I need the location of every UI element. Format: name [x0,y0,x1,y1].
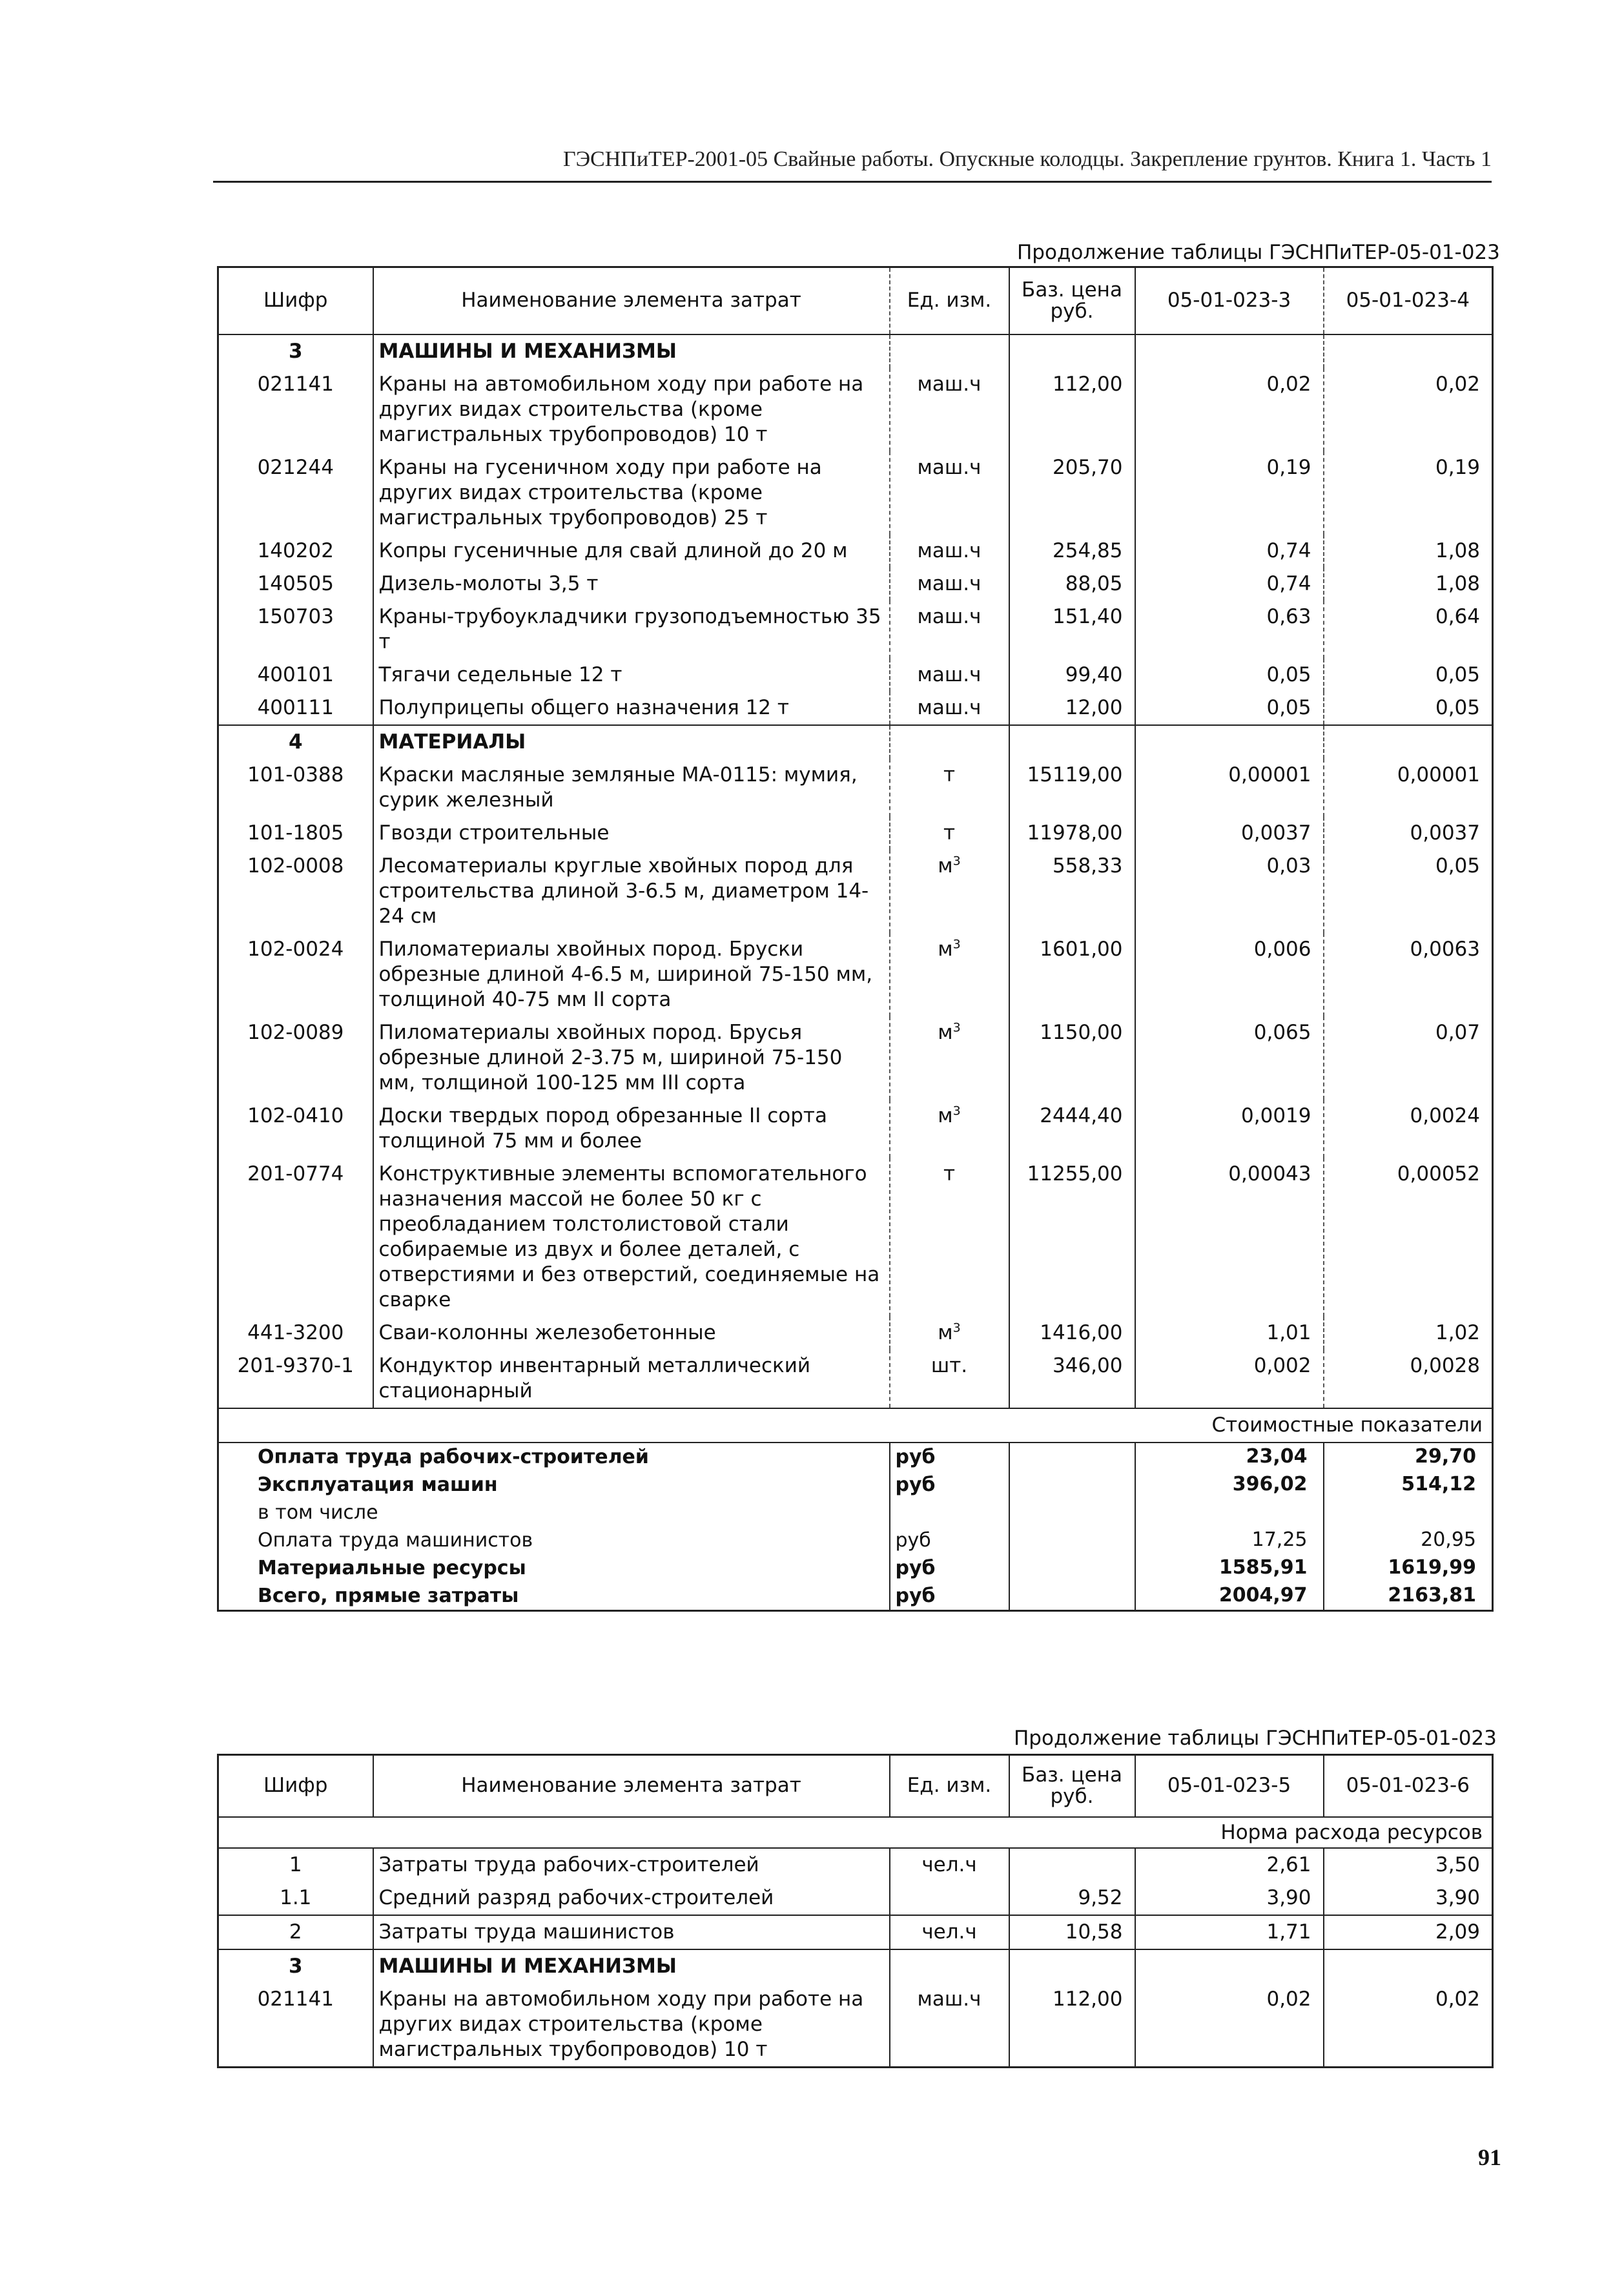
unit-text: маш.ч [917,1987,982,2011]
resource-name: Краны на автомобильном ходу при работе на других видах строительства (кроме магистральных трубопроводов) 10 т [373,1983,890,2068]
cost-unit: руб [890,1526,1009,1554]
cost-value-a: 396,02 [1135,1471,1324,1499]
resource-base-price: 99,40 [1009,659,1135,692]
resource-norm-b: 0,0028 [1324,1350,1493,1408]
cost-row [218,1526,1493,1554]
header-col-b: 05-01-023-6 [1324,1755,1493,1817]
header-name: Наименование элемента затрат [373,1755,890,1817]
cost-value-b: 514,12 [1324,1471,1493,1499]
resource-norm-b: 0,0024 [1324,1100,1493,1158]
resource-unit [890,817,1009,850]
resource-norm-b: 0,00052 [1324,1158,1493,1317]
resource-norm-a: 0,74 [1135,568,1324,601]
unit-text: маш.ч [917,372,982,396]
cost-label: Материальные ресурсы [258,1556,526,1579]
resource-row [218,535,1493,568]
resource-unit [890,1350,1009,1408]
unit-text: т [943,1162,956,1186]
table1-continuation-caption: Продолжение таблицы ГЭСНПиТЕР-05-01-023 [1017,241,1500,264]
resource-code: 400101 [257,662,334,686]
resource-norm-a: 3,90 [1135,1882,1324,1915]
cost-label: Оплата труда рабочих-строителей [218,1443,890,1471]
resource-name: Конструктивные элементы вспомогательного назначения массой не более 50 кг с преобладанием толстолистовой стали собираемые из двух и более деталей, с отверстиями и без отверстий, соединяемые на сварке [373,1158,890,1317]
section-number: 3 [218,334,373,368]
resource-row [218,451,1493,535]
section-title: МАТЕРИАЛЫ [373,725,890,759]
cost-value-a: 1585,91 [1135,1554,1324,1582]
resource-name: Копры гусеничные для свай длиной до 20 м [373,535,890,568]
cost-unit [890,1499,1009,1526]
resource-row [218,850,1493,933]
unit-text: маш.ч [917,539,982,562]
resource-row [218,1016,1493,1100]
unit-text: маш.ч [917,604,982,628]
resource-norm-a: 0,00043 [1135,1158,1324,1317]
resource-base-price: 2444,40 [1009,1100,1135,1158]
resource-norm-a: 0,19 [1135,451,1324,535]
resource-unit [890,933,1009,1016]
resource-norm-b: 0,0037 [1324,817,1493,850]
resource-code: 021141 [257,372,334,396]
resource-base-price: 12,00 [1009,692,1135,725]
table2-machines-section [218,1949,1493,2068]
resource-norm-a: 2,61 [1135,1848,1324,1882]
resource-code: 1 [218,1848,373,1882]
resource-row [218,1350,1493,1408]
resource-row [218,659,1493,692]
resource-unit [890,1882,1009,1915]
resource-code: 021244 [257,455,334,479]
cost-value-a: 2004,97 [1135,1582,1324,1611]
resource-unit [890,1100,1009,1158]
unit-superscript: 3 [952,1020,961,1035]
section-number: 4 [218,725,373,759]
unit-text: маш.ч [917,695,982,719]
cost-value-b: 20,95 [1324,1526,1493,1554]
resource-base-price: 9,52 [1009,1882,1135,1915]
resource-base-price: 112,00 [1009,1983,1135,2068]
resource-name: Средний разряд рабочих-строителей [373,1882,890,1915]
resource-norm-a: 0,006 [1135,933,1324,1016]
resource-base-price: 1150,00 [1009,1016,1135,1100]
resource-row [218,1983,1493,2068]
resource-code: 102-0008 [247,854,344,878]
header-code: Шифр [263,289,328,313]
resource-code: 201-9370-1 [237,1353,354,1377]
resource-unit [890,1915,1009,1949]
resource-norm-a: 0,02 [1135,368,1324,451]
resource-norm-a: 0,74 [1135,535,1324,568]
resource-unit [890,568,1009,601]
cost-row [218,1582,1493,1611]
resource-norm-a: 0,0037 [1135,817,1324,850]
resource-name: Затраты труда машинистов [373,1915,890,1949]
cost-label: Всего, прямые затраты [258,1584,519,1607]
resource-norm-b: 0,64 [1324,601,1493,659]
table2-continuation-caption: Продолжение таблицы ГЭСНПиТЕР-05-01-023 [1014,1727,1497,1750]
cost-row [218,1499,1493,1526]
unit-text: маш.ч [917,571,982,595]
cost-unit: руб [890,1554,1009,1582]
section-row [218,1949,1493,1983]
header-col-a: 05-01-023-3 [1135,267,1324,334]
resource-norm-a: 0,0019 [1135,1100,1324,1158]
unit-text: м [938,1020,953,1044]
resource-name: Краны на гусеничном ходу при работе на других видах строительства (кроме магистральных трубопроводов) 25 т [373,451,890,535]
resource-norm-a: 0,05 [1135,659,1324,692]
cost-label: в том числе [258,1501,378,1524]
resource-row [218,1848,1493,1882]
resource-code: 101-1805 [247,821,344,845]
resource-unit [890,368,1009,451]
resource-name: Пиломатериалы хвойных пород. Бруски обрезные длиной 4-6.5 м, шириной 75-150 мм, толщиной 40-75 мм II сорта [373,933,890,1016]
resource-norm-b: 1,02 [1324,1317,1493,1350]
resource-base-price: 254,85 [1009,535,1135,568]
resource-norm-b: 2,09 [1324,1915,1493,1949]
resource-base-price: 10,58 [1009,1915,1135,1949]
resource-name: Доски твердых пород обрезанные II сорта толщиной 75 мм и более [373,1100,890,1158]
unit-text: т [943,821,956,845]
cost-value-b: 1619,99 [1324,1554,1493,1582]
cost-value-b: 29,70 [1324,1443,1493,1471]
resource-unit [890,451,1009,535]
resource-row [218,601,1493,659]
unit-text: м [938,854,953,878]
resource-norm-b: 1,08 [1324,568,1493,601]
section-title: МАШИНЫ И МЕХАНИЗМЫ [373,334,890,368]
resource-row [218,568,1493,601]
resource-base-price: 88,05 [1009,568,1135,601]
unit-text: м [938,937,953,961]
header-price: Баз. цена руб. [1009,1755,1135,1817]
resource-norm-b: 3,50 [1324,1848,1493,1882]
header-code: Шифр [263,1774,328,1798]
resource-unit [890,1983,1009,2068]
resource-row [218,1100,1493,1158]
resource-unit [890,692,1009,725]
resource-base-price: 151,40 [1009,601,1135,659]
resource-unit [890,759,1009,817]
header-col-b: 05-01-023-4 [1324,267,1493,334]
unit-text: т [943,763,956,786]
section-number: 3 [218,1949,373,1983]
cost-value-b [1324,1499,1493,1526]
unit-text: маш.ч [917,662,982,686]
unit-text: чел.ч [921,1853,977,1876]
resource-unit [890,1158,1009,1317]
cost-row [218,1471,1493,1499]
resource-norm-b: 0,05 [1324,692,1493,725]
resource-base-price: 558,33 [1009,850,1135,933]
resource-name: Полуприцепы общего назначения 12 т [373,692,890,725]
header-col-a: 05-01-023-5 [1135,1755,1324,1817]
section-title: МАШИНЫ И МЕХАНИЗМЫ [373,1949,890,1983]
cost-empty [1009,1499,1135,1526]
resource-unit [890,1848,1009,1882]
resource-unit [890,850,1009,933]
resource-row [218,817,1493,850]
resource-code: 400111 [257,695,334,719]
resource-code: 140202 [257,539,334,562]
resource-table-2 [217,1754,1494,2068]
resource-row [218,759,1493,817]
resource-base-price [1009,1848,1135,1882]
resource-name: Кондуктор инвентарный металлический стационарный [373,1350,890,1408]
resource-norm-b: 3,90 [1324,1882,1493,1915]
resource-norm-b: 0,19 [1324,451,1493,535]
cost-unit: руб [890,1443,1009,1471]
cost-label: Эксплуатация машин [258,1473,498,1496]
resource-unit [890,1317,1009,1350]
resource-name: Краски масляные земляные МА-0115: мумия, сурик железный [373,759,890,817]
resource-norm-a: 0,03 [1135,850,1324,933]
resource-norm-a: 0,065 [1135,1016,1324,1100]
resource-code: 102-0024 [247,937,344,961]
norm-caption-row [218,1817,1493,1848]
resource-norm-b: 0,07 [1324,1016,1493,1100]
resource-row [218,933,1493,1016]
resource-row [218,1317,1493,1350]
unit-superscript: 3 [952,937,961,952]
resource-code: 1.1 [280,1885,312,1909]
resource-code: 2 [218,1915,373,1949]
unit-superscript: 3 [952,1320,961,1335]
cost-caption: Стоимостные показатели [218,1408,1493,1443]
resource-unit [890,1016,1009,1100]
cost-empty [1009,1554,1135,1582]
cost-label: Оплата труда машинистов [258,1528,533,1552]
unit-text: м [938,1320,953,1344]
resource-base-price: 11978,00 [1009,817,1135,850]
resource-unit [890,535,1009,568]
unit-superscript: 3 [952,1104,961,1118]
table1-machines-section [218,334,1493,725]
norm-caption: Норма расхода ресурсов [218,1817,1493,1848]
resource-norm-b: 0,02 [1324,1983,1493,2068]
resource-unit [890,659,1009,692]
section-row [218,334,1493,368]
cost-empty [1009,1526,1135,1554]
resource-name: Тягачи седельные 12 т [373,659,890,692]
header-unit: Ед. изм. [890,267,1009,334]
cost-value-a [1135,1499,1324,1526]
resource-norm-a: 0,002 [1135,1350,1324,1408]
cost-empty [1009,1443,1135,1471]
resource-code: 021141 [257,1987,334,2011]
resource-base-price: 346,00 [1009,1350,1135,1408]
cost-row [218,1443,1493,1471]
resource-norm-b: 0,02 [1324,368,1493,451]
resource-norm-b: 0,05 [1324,850,1493,933]
page-number: 91 [1478,2144,1501,2170]
unit-superscript: 3 [952,854,961,868]
resource-norm-a: 0,02 [1135,1983,1324,2068]
cost-value-a: 17,25 [1135,1526,1324,1554]
resource-norm-b: 0,0063 [1324,933,1493,1016]
resource-row [218,368,1493,451]
resource-name: Краны-трубоукладчики грузоподъемностью 35 т [373,601,890,659]
header-price: Баз. цена руб. [1009,267,1135,334]
resource-base-price: 112,00 [1009,368,1135,451]
resource-norm-a: 0,05 [1135,692,1324,725]
resource-norm-a: 0,63 [1135,601,1324,659]
resource-row [218,1158,1493,1317]
resource-code: 140505 [257,571,334,595]
resource-norm-b: 0,00001 [1324,759,1493,817]
unit-text: шт. [930,1353,968,1377]
cost-value-b: 2163,81 [1324,1582,1493,1611]
resource-code: 101-0388 [247,763,344,786]
unit-text: чел.ч [921,1920,977,1944]
table2-body [218,1817,1493,1949]
resource-name: Дизель-молоты 3,5 т [373,568,890,601]
table1-header-row [218,267,1493,334]
table1-cost-section [218,1408,1493,1611]
resource-base-price: 205,70 [1009,451,1135,535]
header-unit: Ед. изм. [890,1755,1009,1817]
running-header: ГЭСНПиТЕР-2001-05 Свайные работы. Опускные колодцы. Закрепление грунтов. Книга 1. Часть 1 [562,147,1492,171]
resource-base-price: 1416,00 [1009,1317,1135,1350]
resource-norm-b: 0,05 [1324,659,1493,692]
cost-caption-row [218,1408,1493,1443]
resource-name: Затраты труда рабочих-строителей [373,1848,890,1882]
resource-name: Гвозди строительные [373,817,890,850]
resource-base-price: 11255,00 [1009,1158,1135,1317]
cost-unit: руб [890,1582,1009,1611]
resource-norm-b: 1,08 [1324,535,1493,568]
table1-materials-section [218,725,1493,1408]
cost-empty [1009,1582,1135,1611]
resource-table-1 [217,266,1494,1612]
cost-empty [1009,1471,1135,1499]
header-name: Наименование элемента затрат [373,267,890,334]
resource-row [218,692,1493,725]
resource-norm-a: 1,71 [1135,1915,1324,1949]
resource-code: 102-0410 [247,1104,344,1127]
resource-row [218,1882,1493,1915]
cost-value-a: 23,04 [1135,1443,1324,1471]
cost-unit: руб [890,1471,1009,1499]
resource-code: 150703 [257,604,334,628]
resource-base-price: 15119,00 [1009,759,1135,817]
resource-name: Краны на автомобильном ходу при работе на других видах строительства (кроме магистральных трубопроводов) 10 т [373,368,890,451]
resource-norm-a: 0,00001 [1135,759,1324,817]
table2-header-row [218,1755,1493,1817]
header-rule [213,181,1492,183]
unit-text: маш.ч [917,455,982,479]
unit-text: м [938,1104,953,1127]
cost-row [218,1554,1493,1582]
resource-code: 201-0774 [247,1162,344,1186]
resource-row [218,1915,1493,1949]
resource-base-price: 1601,00 [1009,933,1135,1016]
resource-norm-a: 1,01 [1135,1317,1324,1350]
section-row [218,725,1493,759]
resource-code: 441-3200 [247,1320,344,1344]
resource-name: Лесоматериалы круглые хвойных пород для строительства длиной 3-6.5 м, диаметром 14-24 см [373,850,890,933]
resource-name: Пиломатериалы хвойных пород. Брусья обрезные длиной 2-3.75 м, шириной 75-150 мм, толщиной 100-125 мм III сорта [373,1016,890,1100]
resource-name: Сваи-колонны железобетонные [373,1317,890,1350]
resource-unit [890,601,1009,659]
resource-code: 102-0089 [247,1020,344,1044]
